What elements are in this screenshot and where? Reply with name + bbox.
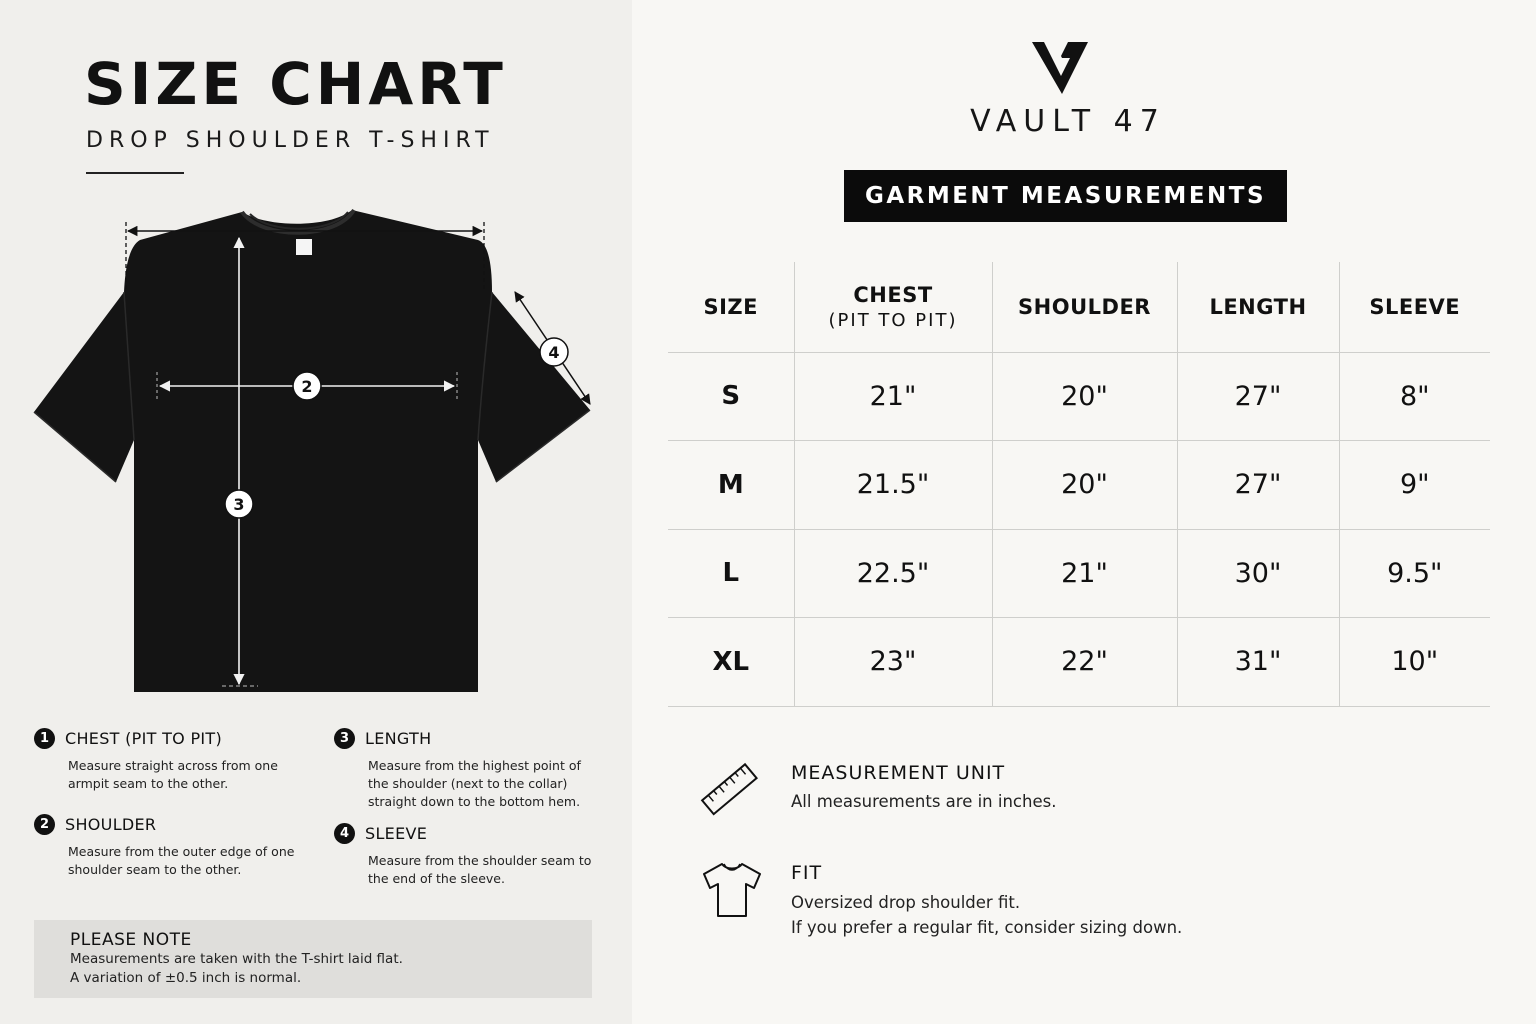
guide-description: Measure from the highest point of the shoulder (next to the collar) straight down to the bottom hem. — [368, 758, 581, 809]
cell-length: 27" — [1177, 441, 1339, 530]
guide-length — [334, 728, 596, 811]
note-box — [34, 920, 592, 998]
info-text-line-1: Oversized drop shoulder fit. — [791, 893, 1021, 912]
cell-size: L — [668, 529, 794, 618]
cell-chest: 22.5" — [794, 529, 992, 618]
cell-size: M — [668, 441, 794, 530]
page-title: SIZE CHART — [84, 50, 507, 118]
guide-number: 1 — [34, 728, 55, 749]
marker-2 — [293, 372, 321, 400]
section-title: GARMENT MEASUREMENTS — [844, 170, 1287, 222]
column-header-sleeve: SLEEVE — [1339, 262, 1490, 352]
v-monogram-icon — [1030, 40, 1090, 96]
guide-description: Measure straight across from one armpit seam to the other. — [68, 758, 278, 791]
neck-label — [296, 239, 312, 255]
cell-sleeve: 10" — [1339, 618, 1490, 707]
note-line-2: A variation of ±0.5 inch is normal. — [70, 970, 302, 986]
info-title: FIT — [791, 862, 823, 884]
measurement-table — [668, 262, 1490, 707]
info-fit — [700, 862, 1460, 942]
cell-length: 30" — [1177, 529, 1339, 618]
guide-number: 3 — [334, 728, 355, 749]
tshirt-body — [34, 210, 590, 692]
cell-chest: 21.5" — [794, 441, 992, 530]
cell-size: S — [668, 352, 794, 441]
column-header-size: SIZE — [668, 262, 794, 352]
cell-length: 27" — [1177, 352, 1339, 441]
cell-chest: 23" — [794, 618, 992, 707]
column-subheader-chest: (PIT TO PIT) — [828, 309, 958, 331]
cell-sleeve: 8" — [1339, 352, 1490, 441]
guide-number: 2 — [34, 814, 55, 835]
svg-text:2: 2 — [301, 377, 313, 396]
guide-sleeve — [334, 823, 596, 888]
info-measurement-unit — [700, 762, 1460, 832]
table-row — [668, 352, 1490, 441]
tshirt-diagram — [0, 190, 632, 710]
guide-title: SLEEVE — [365, 824, 428, 843]
cell-length: 31" — [1177, 618, 1339, 707]
note-title: PLEASE NOTE — [70, 930, 192, 950]
table-row — [668, 441, 1490, 530]
cell-sleeve: 9" — [1339, 441, 1490, 530]
cell-shoulder: 20" — [992, 441, 1177, 530]
tshirt-icon — [700, 862, 764, 920]
guide-chest — [34, 728, 304, 793]
cell-shoulder: 20" — [992, 352, 1177, 441]
title-divider — [86, 172, 184, 174]
guide-title: CHEST (PIT TO PIT) — [65, 729, 223, 748]
column-header-length: LENGTH — [1177, 262, 1339, 352]
cell-sleeve: 9.5" — [1339, 529, 1490, 618]
column-header-chest: CHEST (PIT TO PIT) — [794, 262, 992, 352]
marker-3 — [225, 490, 253, 518]
guide-title: LENGTH — [365, 729, 432, 748]
cell-chest: 21" — [794, 352, 992, 441]
page-subtitle: DROP SHOULDER T-SHIRT — [86, 128, 495, 153]
svg-text:3: 3 — [233, 495, 245, 514]
table-row — [668, 529, 1490, 618]
info-text-line-2: If you prefer a regular fit, consider sizing down. — [791, 918, 1183, 937]
info-title: MEASUREMENT UNIT — [791, 762, 1006, 784]
note-line-1: Measurements are taken with the T-shirt laid flat. — [70, 951, 403, 967]
cell-shoulder: 22" — [992, 618, 1177, 707]
ruler-icon — [700, 762, 760, 818]
svg-text:4: 4 — [548, 343, 560, 362]
cell-size: XL — [668, 618, 794, 707]
guide-shoulder — [34, 814, 304, 879]
info-text: All measurements are in inches. — [791, 792, 1057, 811]
column-header-shoulder: SHOULDER — [992, 262, 1177, 352]
marker-4 — [540, 338, 568, 366]
table-header-row — [668, 262, 1490, 352]
table-row — [668, 618, 1490, 707]
guide-description: Measure from the shoulder seam to the end of the sleeve. — [368, 853, 592, 886]
cell-shoulder: 21" — [992, 529, 1177, 618]
guide-description: Measure from the outer edge of one shoulder seam to the other. — [68, 844, 295, 877]
guide-number: 4 — [334, 823, 355, 844]
brand-name: VAULT 47 — [970, 104, 1166, 139]
guide-title: SHOULDER — [65, 815, 157, 834]
